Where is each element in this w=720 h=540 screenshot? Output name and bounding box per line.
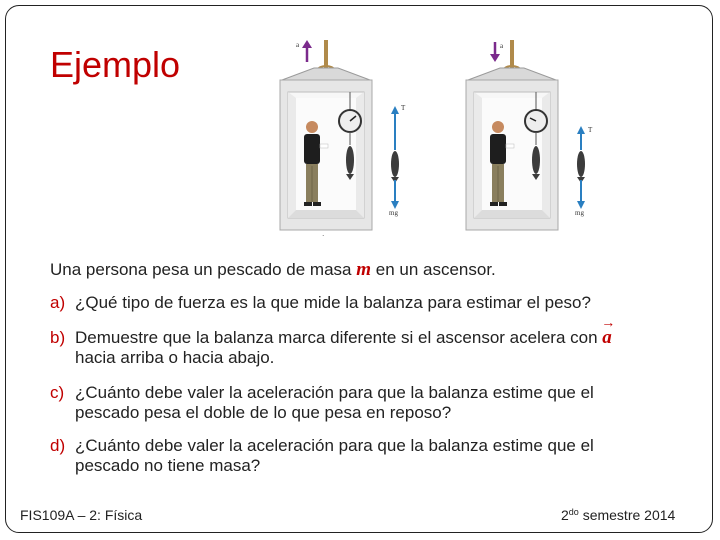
question-text-line1: ¿Cuánto debe valer la aceleración para que la balanza estime que el (75, 436, 594, 455)
footer-course: FIS109A – 2: Física (20, 507, 143, 523)
semester-text: semestre 2014 (578, 507, 676, 523)
question-text (75, 328, 665, 368)
question-text (75, 383, 665, 423)
svg-text:·: · (322, 232, 325, 240)
question-text (75, 436, 665, 476)
question-b (50, 327, 670, 367)
intro-text-suffix: en un ascensor. (375, 260, 496, 279)
semester-suffix: do (568, 507, 579, 517)
question-text-line1: ¿Cuánto debe valer la aceleración para que la balanza estime que el (75, 383, 594, 402)
question-letter: d) (50, 436, 66, 455)
slide-title: Ejemplo (50, 44, 181, 85)
acceleration-arrow-down (490, 42, 500, 62)
question-letter: c) (50, 383, 65, 402)
question-text-line1: Demuestre que la balanza marca diferente si el ascensor acelera con (75, 328, 598, 347)
question-letter: b) (50, 328, 66, 347)
acceleration-arrow-up (302, 40, 312, 62)
weight-label: mg (389, 209, 398, 217)
accel-label: a (500, 42, 504, 50)
weight-arrow (391, 180, 399, 209)
question-c (50, 383, 670, 422)
acceleration-vector: → a (602, 327, 612, 348)
question-d (50, 436, 670, 475)
weight-arrow (577, 180, 585, 209)
question-a (50, 293, 670, 313)
question-text-line2: pescado pesa el doble de lo que pesa en reposo? (75, 403, 452, 422)
elevator-figure-up (272, 40, 422, 240)
tension-label: T (588, 126, 593, 134)
question-letter: a) (50, 293, 66, 312)
tension-label: T (401, 104, 406, 112)
question-text: ¿Qué tipo de fuerza es la que mide la balanza para estimar el peso? (75, 293, 591, 312)
elevator-figure-down (458, 40, 608, 235)
question-text-line2: hacia arriba o hacia abajo. (75, 348, 275, 367)
tension-arrow (391, 106, 399, 150)
question-text-line2: pescado no tiene masa? (75, 456, 261, 475)
mass-variable: m (356, 259, 371, 280)
intro-text-prefix: Una persona pesa un pescado de masa (50, 260, 352, 279)
semester-number: 2 (561, 507, 569, 523)
accel-label: a (296, 41, 300, 49)
footer-semester (561, 507, 675, 523)
tension-arrow (577, 126, 585, 150)
problem-intro (50, 259, 496, 281)
weight-label: mg (575, 209, 584, 217)
